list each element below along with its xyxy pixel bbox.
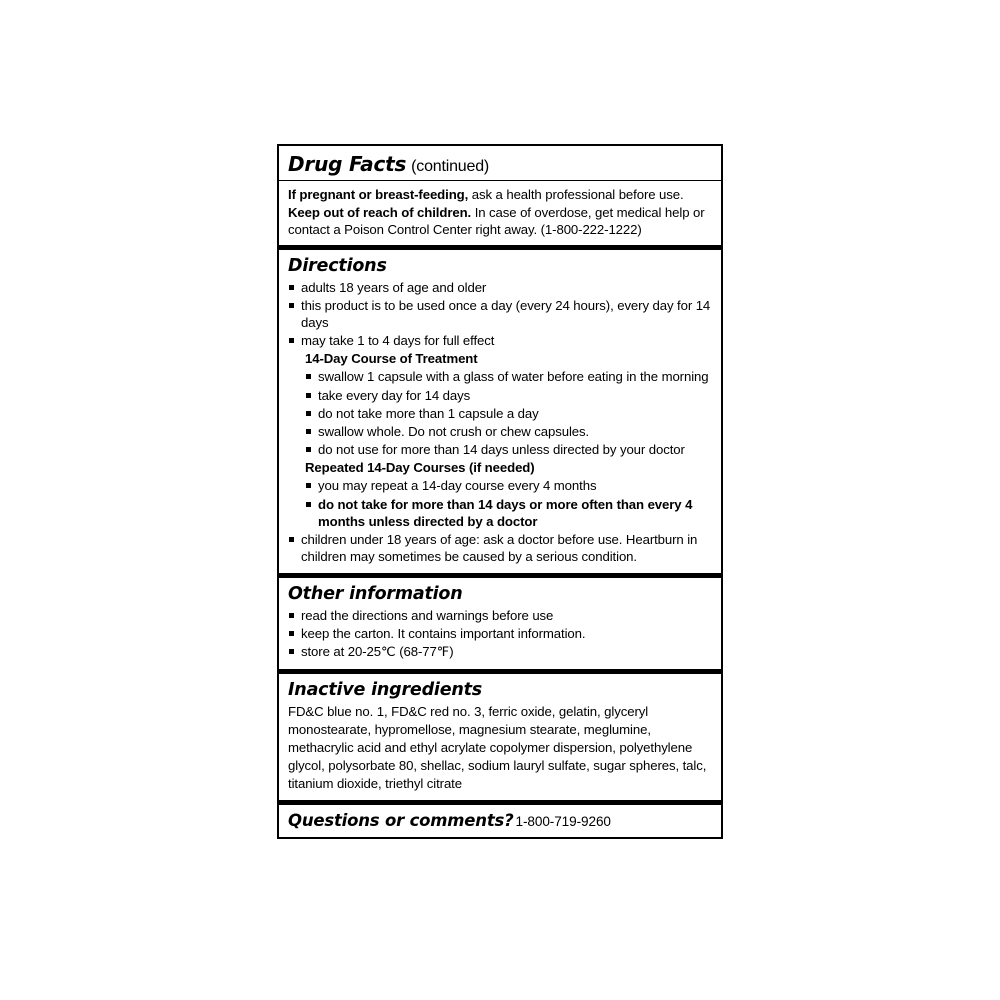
course-list — [305, 368, 712, 458]
questions-section — [279, 805, 721, 837]
list-item — [305, 423, 712, 440]
directions-heading: Directions — [288, 255, 387, 276]
list-item — [288, 297, 712, 331]
bullet-square-icon — [289, 338, 294, 343]
list-item-text: take every day for 14 days — [318, 387, 471, 403]
bullet-square-icon — [289, 613, 294, 618]
list-item-text: do not take more than 1 capsule a day — [318, 405, 539, 421]
list-item-text: swallow whole. Do not crush or chew capsules. — [318, 423, 590, 439]
list-item-text: may take 1 to 4 days for full effect — [301, 333, 495, 349]
list-item — [305, 387, 712, 404]
list-item-text: do not take for more than 14 days or more often than every 4 months unless directed by a doctor — [318, 496, 693, 529]
inactive-ingredients-heading: Inactive ingredients — [288, 679, 483, 700]
list-item — [305, 368, 712, 385]
warning-pregnant-bold: If pregnant or breast-feeding, — [288, 187, 469, 202]
inactive-ingredients-text: FD&C blue no. 1, FD&C red no. 3, ferric oxide, gelatin, glyceryl monostearate, hypromellose, magnesium stearate, meglumine, methacrylic acid and ethyl acrylate copolymer dispersion, polyethylene glycol, polysorbate 80, shellac, sodium lauryl sulfate, sugar spheres, talc, titanium dioxide, triethyl citrate — [288, 703, 707, 791]
warnings-block — [279, 181, 721, 245]
directions-final-list — [288, 531, 712, 565]
list-item — [305, 405, 712, 422]
list-item — [288, 531, 712, 565]
warning-pregnant-rest: ask a health professional before use. — [468, 187, 684, 202]
list-item — [288, 607, 712, 624]
bullet-square-icon — [289, 649, 294, 654]
other-information-list — [288, 607, 712, 660]
questions-heading: Questions or comments? — [288, 811, 514, 830]
other-information-section — [279, 578, 721, 668]
bullet-square-icon — [306, 374, 311, 379]
list-item-text: swallow 1 capsule with a glass of water before eating in the morning — [318, 369, 709, 385]
drug-facts-title-row — [279, 146, 721, 180]
bullet-square-icon — [289, 285, 294, 290]
directions-list — [288, 279, 712, 350]
questions-phone: 1-800-719-9260 — [515, 814, 611, 829]
repeat-heading: Repeated 14-Day Courses (if needed) — [305, 460, 535, 476]
list-item-text: you may repeat a 14-day course every 4 months — [318, 478, 597, 494]
list-item-text: children under 18 years of age: ask a doctor before use. Heartburn in children may sometimes be caused by a serious condition. — [301, 531, 698, 564]
inactive-ingredients-section — [279, 674, 721, 800]
warning-children-bold: Keep out of reach of children. — [288, 204, 472, 220]
list-item — [288, 643, 712, 660]
page-title: Drug Facts — [288, 152, 407, 176]
repeat-list — [305, 477, 712, 529]
list-item-text: do not use for more than 14 days unless directed by your doctor — [318, 442, 685, 458]
list-item — [305, 477, 712, 494]
other-information-heading: Other information — [288, 584, 463, 605]
list-item-text: this product is to be used once a day (every 24 hours), every day for 14 days — [301, 297, 711, 330]
list-item — [305, 496, 712, 530]
bullet-square-icon — [289, 303, 294, 308]
list-item-text: store at 20-25℃ (68-77℉) — [301, 644, 454, 660]
list-item-text: keep the carton. It contains important information. — [301, 626, 586, 642]
list-item-text: read the directions and warnings before use — [301, 608, 554, 624]
bullet-square-icon — [289, 631, 294, 636]
bullet-square-icon — [289, 537, 294, 542]
bullet-square-icon — [306, 393, 311, 398]
bullet-square-icon — [306, 483, 311, 488]
page-title-suffix: (continued) — [411, 158, 490, 175]
bullet-square-icon — [306, 429, 311, 434]
drug-facts-panel — [277, 144, 723, 839]
bullet-square-icon — [306, 502, 311, 507]
list-item-text: adults 18 years of age and older — [301, 279, 487, 295]
list-item — [305, 441, 712, 458]
course-heading: 14-Day Course of Treatment — [305, 351, 478, 367]
bullet-square-icon — [306, 447, 311, 452]
list-item — [288, 625, 712, 642]
list-item — [288, 279, 712, 296]
bullet-square-icon — [306, 411, 311, 416]
directions-section — [279, 250, 721, 574]
list-item — [288, 332, 712, 349]
warning-children-rest: In case of overdose, get medical help or contact a Poison Control Center right away. (1-800-222-1222) — [288, 204, 705, 238]
